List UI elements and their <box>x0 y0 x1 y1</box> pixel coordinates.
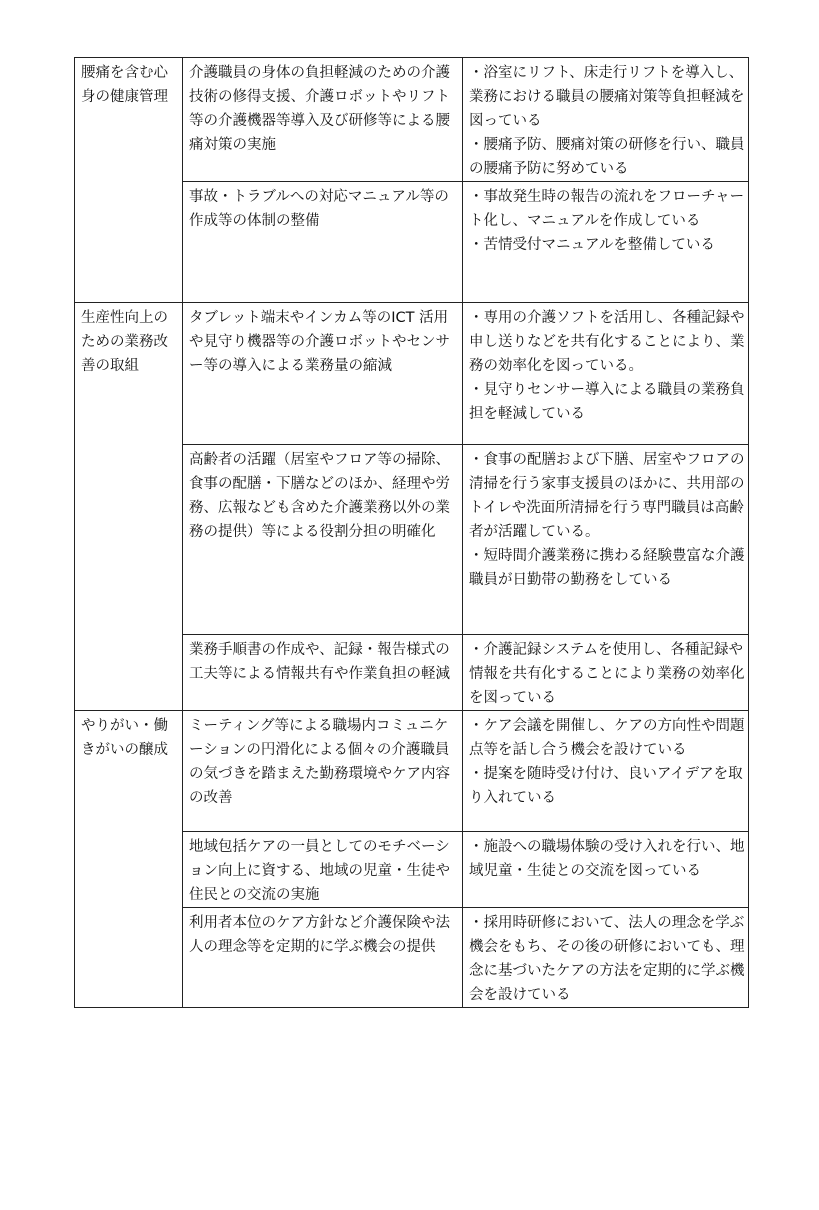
item-cell: 介護職員の身体の負担軽減のための介護技術の修得支援、介護ロボットやリフト等の介護機器等導入及び研修等による腰痛対策の実施 <box>183 58 463 182</box>
action-cell <box>463 908 749 1008</box>
action-cell <box>463 182 749 303</box>
action-bullet: ・腰痛予防、腰痛対策の研修を行い、職員の腰痛予防に努めている <box>469 137 745 177</box>
item-cell: 事故・トラブルへの対応マニュアル等の作成等の体制の整備 <box>183 182 463 303</box>
action-bullet: ・見守りセンサー導入による職員の業務負担を軽減している <box>469 382 745 422</box>
measures-table <box>74 57 749 1008</box>
category-cell: 腰痛を含む心身の健康管理 <box>75 58 183 303</box>
action-bullet: ・採用時研修において、法人の理念を学ぶ機会をもち、その後の研修においても、理念に基づいたケアの方法を定期的に学ぶ機会を設けている <box>469 915 745 1003</box>
category-cell: やりがい・働きがいの醸成 <box>75 711 183 1008</box>
table-row <box>75 711 749 832</box>
item-cell: ミーティング等による職場内コミュニケーションの円滑化による個々の介護職員の気づきを踏まえた勤務環境やケア内容の改善 <box>183 711 463 832</box>
action-bullet: ・事故発生時の報告の流れをフローチャート化し、マニュアルを作成している <box>469 189 745 229</box>
action-bullet: ・短時間介護業務に携わる経験豊富な介護職員が日勤帯の勤務をしている <box>469 548 745 588</box>
item-cell: 利用者本位のケア方針など介護保険や法人の理念等を定期的に学ぶ機会の提供 <box>183 908 463 1008</box>
item-cell: 高齢者の活躍（居室やフロア等の掃除、食事の配膳・下膳などのほか、経理や労務、広報なども含めた介護業務以外の業務の提供）等による役割分担の明確化 <box>183 445 463 635</box>
item-cell: 地域包括ケアの一員としてのモチベーション向上に資する、地域の児童・生徒や住民との交流の実施 <box>183 832 463 908</box>
action-bullet: ・苦情受付マニュアルを整備している <box>469 237 715 253</box>
item-cell: タブレット端末やインカム等のICT 活用や見守り機器等の介護ロボットやセンサー等の導入による業務量の縮減 <box>183 303 463 445</box>
table-row <box>75 58 749 182</box>
action-cell <box>463 303 749 445</box>
action-cell <box>463 832 749 908</box>
category-cell: 生産性向上のための業務改善の取組 <box>75 303 183 711</box>
action-cell <box>463 58 749 182</box>
action-cell <box>463 711 749 832</box>
table-row <box>75 303 749 445</box>
action-bullet: ・食事の配膳および下膳、居室やフロアの清掃を行う家事支援員のほかに、共用部のトイレや洗面所清掃を行う専門職員は高齢者が活躍している。 <box>469 452 745 540</box>
action-cell <box>463 635 749 711</box>
action-cell <box>463 445 749 635</box>
action-bullet: ・浴室にリフト、床走行リフトを導入し、業務における職員の腰痛対策等負担軽減を図っている <box>469 65 745 129</box>
item-cell: 業務手順書の作成や、記録・報告様式の工夫等による情報共有や作業負担の軽減 <box>183 635 463 711</box>
action-bullet: ・提案を随時受け付け、良いアイデアを取り入れている <box>469 766 743 806</box>
action-bullet: ・介護記録システムを使用し、各種記録や情報を共有化することにより業務の効率化を図っている <box>469 642 745 706</box>
action-bullet: ・ケア会議を開催し、ケアの方向性や問題点等を話し合う機会を設けている <box>469 718 745 758</box>
action-bullet: ・施設への職場体験の受け入れを行い、地域児童・生徒との交流を図っている <box>469 839 745 879</box>
action-bullet: ・専用の介護ソフトを活用し、各種記録や申し送りなどを共有化することにより、業務の効率化を図っている。 <box>469 310 745 374</box>
